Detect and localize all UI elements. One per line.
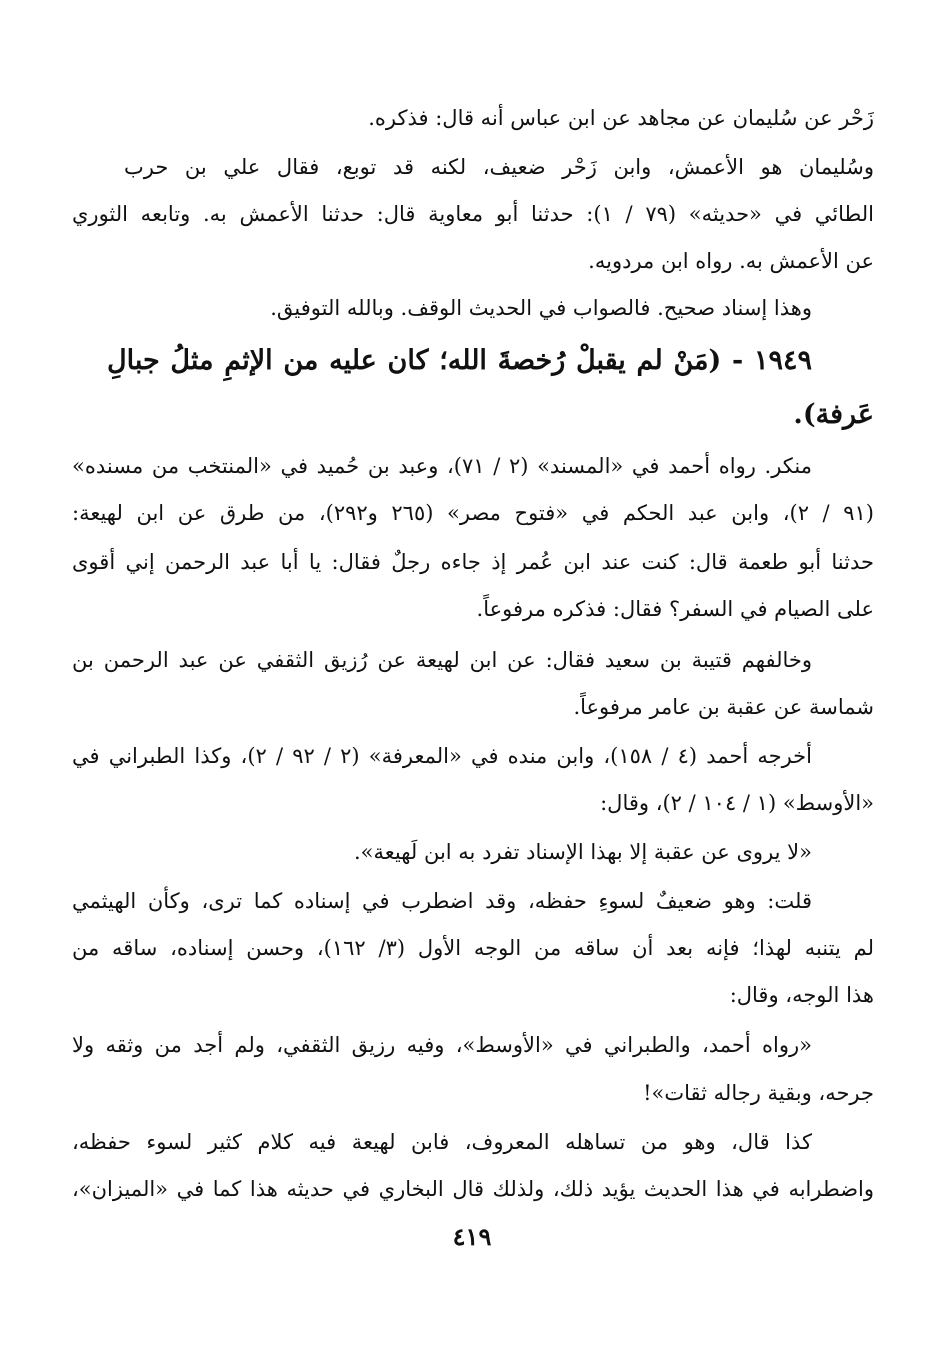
text-line: أخرجه أحمد (٤ / ١٥٨)، وابن منده في «المعرفة» (٢ / ٩٢ / ٢)، وكذا الطبراني في (72, 744, 812, 768)
text-line: كذا قال، وهو من تساهله المعروف، فابن لهيعة فيه كلام كثير لسوء حفظه، (72, 1130, 812, 1154)
text-line: هذا الوجه، وقال: (729, 983, 874, 1007)
text-line: منكر. رواه أحمد في «المسند» (٢ / ٧١)، وعبد بن حُميد في «المنتخب من مسنده» (72, 454, 812, 478)
text-line: (٩١ / ٢)، وابن عبد الحكم في «فتوح مصر» (٢٦٥ و٢٩٢)، من طرق عن ابن لهيعة: (72, 501, 874, 525)
quote-line: «لا يروى عن عقبة إلا بهذا الإسناد تفرد به ابن لَهيعة». (353, 840, 812, 864)
text-line: على الصيام في السفر؟ فقال: فذكره مرفوعاً. (476, 597, 874, 621)
text-line: حدثنا أبو طعمة قال: كنت عند ابن عُمر إذ جاءه رجلٌ فقال: يا أبا عبد الرحمن إني أقوى (72, 550, 874, 574)
page-number: ٤١٩ (452, 1222, 492, 1251)
hadith-heading: ١٩٤٩ - (مَنْ لم يقبلْ رُخصةَ الله؛ كان عليه من الإثمِ مثلُ جبالِ (107, 345, 812, 376)
text-line: وهذا إسناد صحيح. فالصواب في الحديث الوقف. وبالله التوفيق. (270, 296, 812, 320)
hadith-heading-continuation: عَرفة). (793, 399, 874, 430)
text-line: لم يتنبه لهذا؛ فإنه بعد أن ساقه من الوجه الأول (٣/ ١٦٢)، وحسن إسناده، ساقه من (72, 936, 874, 960)
text-line: وخالفهم قتيبة بن سعيد فقال: عن ابن لهيعة عن رُزيق الثقفي عن عبد الرحمن بن (72, 648, 812, 672)
text-line: شماسة عن عقبة بن عامر مرفوعاً. (573, 695, 874, 719)
text-line: «الأوسط» (١ / ١٠٤ / ٢)، وقال: (600, 791, 874, 815)
quote-line: جرحه، وبقية رجاله ثقات»! (643, 1081, 874, 1105)
text-line: زَحْر عن سُليمان عن مجاهد عن ابن عباس أنه قال: فذكره. (368, 106, 874, 130)
text-line: الطائي في «حديثه» (٧٩ / ١): حدثنا أبو معاوية قال: حدثنا الأعمش به. وتابعه الثوري (72, 202, 875, 226)
text-line: واضطرابه في هذا الحديث يؤيد ذلك، ولذلك قال البخاري في حديثه هذا كما في «الميزان»، (72, 1177, 874, 1201)
text-line: قلت: وهو ضعيفٌ لسوءِ حفظه، وقد اضطرب في إسناده كما ترى، وكأن الهيثمي (72, 889, 812, 913)
text-line: عن الأعمش به. رواه ابن مردويه. (588, 249, 874, 273)
text-line: وسُليمان هو الأعمش، وابن زَحْر ضعيف، لكنه قد توبع، فقال علي بن حرب (124, 155, 874, 179)
quote-line: «رواه أحمد، والطبراني في «الأوسط»، وفيه رزيق الثقفي، ولم أجد من وثقه ولا (72, 1033, 812, 1057)
